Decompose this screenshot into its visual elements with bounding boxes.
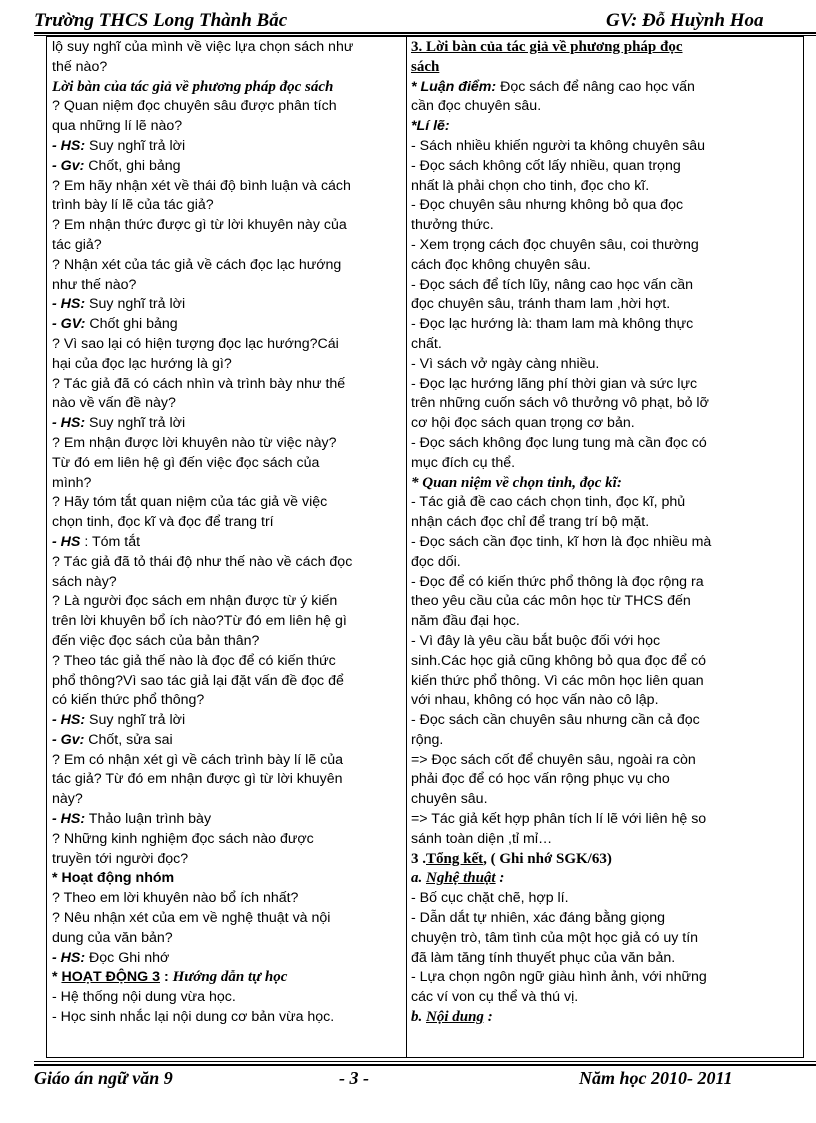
line-text: ? Em hãy nhận xét về thái độ bình luận và cách (52, 177, 351, 194)
line-text: sách (411, 58, 440, 75)
text-line (52, 256, 404, 276)
section-tail: : (483, 1009, 493, 1026)
line-text: này? (52, 791, 83, 808)
line-text: * Hoạt động nhóm (52, 870, 175, 887)
line-text: ? Nêu nhận xét của em về nghệ thuật và nội (52, 910, 331, 927)
text-line (411, 790, 803, 810)
line-text: - Dẫn dắt tự nhiên, xác đáng bằng giọng (411, 910, 666, 927)
text-line (411, 850, 803, 870)
text-line (411, 929, 803, 949)
line-text: ? Là người đọc sách em nhận được từ ý kiến (52, 593, 338, 610)
line-text: trên lời khuyên bổ ích nào?Từ đó em liên hệ gì (52, 613, 347, 630)
line-text: - Đọc sách không đọc lung tung mà cần đọc có (411, 434, 707, 451)
line-text: - Hệ thống nội dung vừa học. (52, 989, 236, 1006)
line-text: đọc dối. (411, 553, 461, 570)
text-line (411, 751, 803, 771)
line-text: đọc chuyên sâu, tránh tham lam ,hời hợt. (411, 296, 671, 313)
text-line (52, 78, 404, 98)
activity-title: Hướng dẫn tự học (172, 969, 288, 986)
text-line (411, 117, 803, 137)
line-text: - Lựa chọn ngôn ngữ giàu hình ảnh, với những (411, 969, 707, 986)
line-text: lộ suy nghĩ của mình về việc lựa chọn sách như (52, 39, 354, 55)
line-text: truyền tới người đọc? (52, 850, 189, 867)
speaker-label: - Gv: (52, 731, 85, 748)
text-line (411, 256, 803, 276)
text-line (411, 632, 803, 652)
text-line (411, 830, 803, 850)
text-line (52, 553, 404, 573)
speaker-label: * Luận điểm: (411, 78, 497, 95)
line-text: - Tác giả đề cao cách chọn tinh, đọc kĩ, phủ (411, 494, 686, 511)
line-text: - Đọc sách để tích lũy, nâng cao học vấn cần (411, 276, 694, 293)
text-line (52, 454, 404, 474)
line-text: cách đọc không chuyên sâu. (411, 256, 591, 273)
line-text: qua những lí lẽ nào? (52, 118, 183, 135)
line-text: Chốt, ghi bảng (84, 157, 181, 174)
text-line (52, 968, 404, 988)
line-text: - Đọc lạc hướng là: tham lam mà không thực (411, 316, 694, 333)
teacher-name: GV: Đỗ Huỳnh Hoa (606, 10, 764, 31)
text-line (52, 216, 404, 236)
speaker-label: - Gv: (52, 157, 85, 174)
activity-heading: HOẠT ĐỘNG 3 (61, 969, 160, 986)
line-text: * Quan niệm về chọn tinh, đọc kĩ: (411, 474, 622, 491)
line-text: tác giả? (52, 236, 102, 253)
text-line (411, 573, 803, 593)
text-line (52, 612, 404, 632)
text-line (411, 592, 803, 612)
speaker-label: - HS: (52, 296, 86, 313)
line-text: - Đọc chuyên sâu nhưng không bỏ qua đọc (411, 197, 684, 214)
line-text: - Đọc sách không cốt lấy nhiều, quan trọng (411, 157, 681, 174)
line-text: Lời bàn của tác giả về phương pháp đọc sách (52, 78, 334, 95)
text-line (411, 770, 803, 790)
text-line (52, 751, 404, 771)
line-text: - Vì sách vở ngày càng nhiều. (411, 355, 600, 372)
text-line (52, 889, 404, 909)
speaker-label: - HS: (52, 949, 86, 966)
page-footer (34, 1066, 816, 1094)
text-line (52, 335, 404, 355)
line-text: thưởng thức. (411, 217, 494, 234)
line-text: mục đích cụ thể. (411, 454, 516, 471)
text-line (411, 38, 803, 58)
text-line (52, 533, 404, 553)
section-tail: , ( Ghi nhớ SGK/63) (483, 850, 612, 867)
text-line (411, 78, 803, 98)
line-text: đã làm tăng tính thuyết phục của văn bản. (411, 949, 676, 966)
line-text: thế nào? (52, 58, 108, 75)
footer-rule-thin (34, 1061, 816, 1062)
line-text: => Đọc sách cốt để chuyên sâu, ngoài ra còn (411, 751, 696, 768)
text-line (52, 295, 404, 315)
text-line (52, 850, 404, 870)
text-line (52, 513, 404, 533)
speaker-label: - HS (52, 533, 81, 550)
text-line (52, 573, 404, 593)
text-line (52, 632, 404, 652)
text-line (411, 474, 803, 494)
line-text: nào về vấn đề này? (52, 395, 176, 412)
line-text: ? Em nhận được lời khuyên nào từ việc này? (52, 434, 337, 451)
text-line (411, 731, 803, 751)
text-line (52, 691, 404, 711)
line-text: hại của đọc lạc hướng là gì? (52, 355, 232, 372)
line-text: Đọc Ghi nhớ (85, 949, 170, 966)
line-text: - Đọc sách cần đọc tinh, kĩ hơn là đọc nhiều mà (411, 533, 712, 550)
line-text: nhận cách đọc chỉ để trang trí bộ mặt. (411, 514, 650, 531)
line-text: Chốt, sửa sai (84, 731, 173, 748)
text-line (411, 454, 803, 474)
line-text: năm đầu đại học. (411, 613, 520, 630)
line-text: dung của văn bản? (52, 929, 173, 946)
line-text: trên những cuốn sách vô thưởng vô phạt, bỏ lỡ (411, 395, 709, 412)
line-text: - Sách nhiều khiến người ta không chuyên sâu (411, 137, 706, 154)
text-line (411, 295, 803, 315)
line-text: sinh.Các học giả cũng không bỏ qua đọc để có (411, 652, 706, 669)
text-line (52, 315, 404, 335)
line-text: các ví von cụ thể và thú vị. (411, 989, 579, 1006)
text-line (52, 157, 404, 177)
text-line (411, 335, 803, 355)
speaker-label: - HS: (52, 712, 86, 729)
school-name: Trường THCS Long Thành Bắc (34, 10, 288, 31)
line-text: Đọc sách để nâng cao học vấn (496, 78, 695, 95)
text-line (52, 790, 404, 810)
text-line (411, 869, 803, 889)
text-line (52, 137, 404, 157)
text-line (52, 810, 404, 830)
text-line (411, 1008, 803, 1028)
line-text: sách này? (52, 573, 117, 590)
text-line (411, 137, 803, 157)
line-text: ? Quan niệm đọc chuyên sâu được phân tích (52, 98, 337, 115)
line-text: ? Em có nhận xét gì về cách trình bày lí lẽ của (52, 751, 344, 768)
text-line (52, 869, 404, 889)
line-text: ? Hãy tóm tắt quan niệm của tác giả về việc (52, 494, 328, 511)
speaker-label: - HS: (52, 811, 86, 828)
text-line (411, 711, 803, 731)
text-line (411, 394, 803, 414)
text-line (52, 672, 404, 692)
line-text: Chốt ghi bảng (85, 316, 178, 333)
line-text: như thế nào? (52, 276, 137, 293)
section-prefix: a. (411, 870, 426, 887)
text-line (52, 909, 404, 929)
text-line (411, 434, 803, 454)
line-text: cần đọc chuyên sâu. (411, 98, 542, 115)
text-line (411, 315, 803, 335)
text-line (52, 731, 404, 751)
text-line (52, 493, 404, 513)
line-text: mình? (52, 474, 92, 491)
line-text: - Xem trọng cách đọc chuyên sâu, coi thường (411, 236, 699, 253)
text-line (52, 949, 404, 969)
section-heading: Tổng kết (426, 850, 484, 867)
speaker-label: - HS: (52, 415, 86, 432)
text-line (52, 770, 404, 790)
page-header (34, 6, 816, 34)
line-text: ? Vì sao lại có hiện tượng đọc lạc hướng?Cái (52, 335, 339, 352)
text-line (411, 493, 803, 513)
line-text: => Tác giả kết hợp phân tích lí lẽ với liên hệ so (411, 811, 707, 828)
text-line (52, 592, 404, 612)
page-number: - 3 - (339, 1068, 369, 1088)
line-text: - Bố cục chặt chẽ, hợp lí. (411, 890, 569, 907)
text-line (411, 513, 803, 533)
line-text: : Tóm tắt (80, 533, 141, 550)
text-line (411, 909, 803, 929)
text-line (52, 1008, 404, 1028)
line-text: 3. Lời bàn của tác giả về phương pháp đọc (411, 39, 683, 55)
text-line (411, 672, 803, 692)
text-line (411, 889, 803, 909)
footer-subject: Giáo án ngữ văn 9 (34, 1068, 173, 1088)
text-line (52, 711, 404, 731)
line-text: Suy nghĩ trả lời (85, 137, 186, 154)
text-line (52, 236, 404, 256)
text-line (52, 177, 404, 197)
text-line (52, 276, 404, 296)
text-line (411, 355, 803, 375)
line-text: Từ đó em liên hệ gì đến việc đọc sách của (52, 454, 320, 471)
line-text: kiến thức phổ thông. Vì các môn học liên quan (411, 672, 704, 689)
line-text: tác giả? Từ đó em nhận được gì từ lời khuyên (52, 771, 343, 788)
text-line (411, 58, 803, 78)
line-text: Suy nghĩ trả lời (85, 712, 186, 729)
text-line (52, 117, 404, 137)
text-line (52, 434, 404, 454)
text-line (411, 533, 803, 553)
section-prefix: b. (411, 1009, 426, 1026)
line-text: - Đọc lạc hướng lãng phí thời gian và sức lực (411, 375, 698, 392)
text-line (411, 988, 803, 1008)
section-prefix: 3 . (411, 850, 426, 867)
text-line (411, 810, 803, 830)
text-line (52, 97, 404, 117)
school-year: Năm học 2010- 2011 (579, 1068, 733, 1088)
text-line (52, 375, 404, 395)
column-divider (406, 36, 407, 1058)
text-line (411, 553, 803, 573)
text-line (411, 612, 803, 632)
text-line (52, 355, 404, 375)
text-line (411, 276, 803, 296)
text-line (52, 652, 404, 672)
line-text: ? Em nhận thức được gì từ lời khuyên này của (52, 217, 347, 234)
text-line (52, 929, 404, 949)
line-text: - Vì đây là yêu cầu bắt buộc đối với học (411, 632, 661, 649)
line-text: phải đọc để có học vấn rộng phục vụ cho (411, 771, 670, 788)
line-text: - Đọc để có kiến thức phổ thông là đọc rộng ra (411, 573, 704, 590)
text-line (52, 394, 404, 414)
line-text: ? Theo tác giả thế nào là đọc để có kiến thức (52, 652, 336, 669)
line-text: nhất là phải chọn cho tinh, đọc cho kĩ. (411, 177, 650, 194)
line-text: - Đọc sách cần chuyên sâu nhưng cần cả đọc (411, 712, 700, 729)
line-text: Thảo luận trình bày (85, 811, 212, 828)
line-text: chuyên sâu. (411, 791, 488, 808)
text-line (52, 414, 404, 434)
line-text: đến việc đọc sách của bản thân? (52, 632, 260, 649)
text-line (411, 97, 803, 117)
speaker-label: - GV: (52, 316, 86, 333)
line-text: phổ thông?Vì sao tác giả lại đặt vấn đề đọc để (52, 672, 344, 689)
text-line (411, 652, 803, 672)
line-text: Suy nghĩ trả lời (85, 415, 186, 432)
text-line (411, 691, 803, 711)
section-heading: Nghệ thuật (426, 870, 496, 887)
text-line (411, 968, 803, 988)
line-text: ? Những kinh nghiệm đọc sách nào được (52, 830, 314, 847)
text-line (52, 38, 404, 58)
header-rule (34, 32, 816, 34)
text-line (411, 196, 803, 216)
section-heading: Nội dung (426, 1009, 484, 1026)
line-text: trình bày lí lẽ của tác giả? (52, 197, 214, 214)
text-line (52, 988, 404, 1008)
text-line (52, 58, 404, 78)
line-text: chuyện trò, tâm tình của một học giả có uy tín (411, 929, 699, 946)
line-text: theo yêu cầu của các môn học từ THCS đến (411, 593, 691, 610)
line-text: ? Theo em lời khuyên nào bổ ích nhất? (52, 890, 299, 907)
line-text: Suy nghĩ trả lời (85, 296, 186, 313)
line-text: sánh toàn diện ,tỉ mỉ… (411, 830, 553, 847)
line-text: - Học sinh nhắc lại nội dung cơ bản vừa học. (52, 1009, 335, 1026)
teacher-student-activities-column (52, 38, 404, 1028)
line-mid: : (160, 969, 173, 986)
line-text: rộng. (411, 731, 444, 748)
text-line (411, 216, 803, 236)
line-text: *Lí lẽ: (411, 118, 450, 135)
line-text: với nhau, không có học vấn nào cô lập. (411, 692, 659, 709)
lesson-content-column (411, 38, 803, 1028)
text-line (52, 830, 404, 850)
line-text: có kiến thức phổ thông? (52, 692, 205, 709)
line-text: chọn tinh, đọc kĩ và đọc để trang trí (52, 514, 274, 531)
line-text: ? Nhận xét của tác giả về cách đọc lạc hướng (52, 256, 342, 273)
line-text: ? Tác giả đã tỏ thái độ như thế nào về cách đọc (52, 553, 353, 570)
text-line (411, 375, 803, 395)
line-text: chất. (411, 335, 442, 352)
text-line (411, 236, 803, 256)
section-tail: : (495, 870, 505, 887)
text-line (411, 157, 803, 177)
text-line (411, 414, 803, 434)
text-line (52, 474, 404, 494)
speaker-label: - HS: (52, 137, 86, 154)
line-text: ? Tác giả đã có cách nhìn và trình bày như thế (52, 375, 346, 392)
line-prefix: * (52, 969, 62, 986)
text-line (411, 949, 803, 969)
text-line (411, 177, 803, 197)
text-line (52, 196, 404, 216)
line-text: cơ hội đọc sách quan trọng cơ bản. (411, 415, 635, 432)
